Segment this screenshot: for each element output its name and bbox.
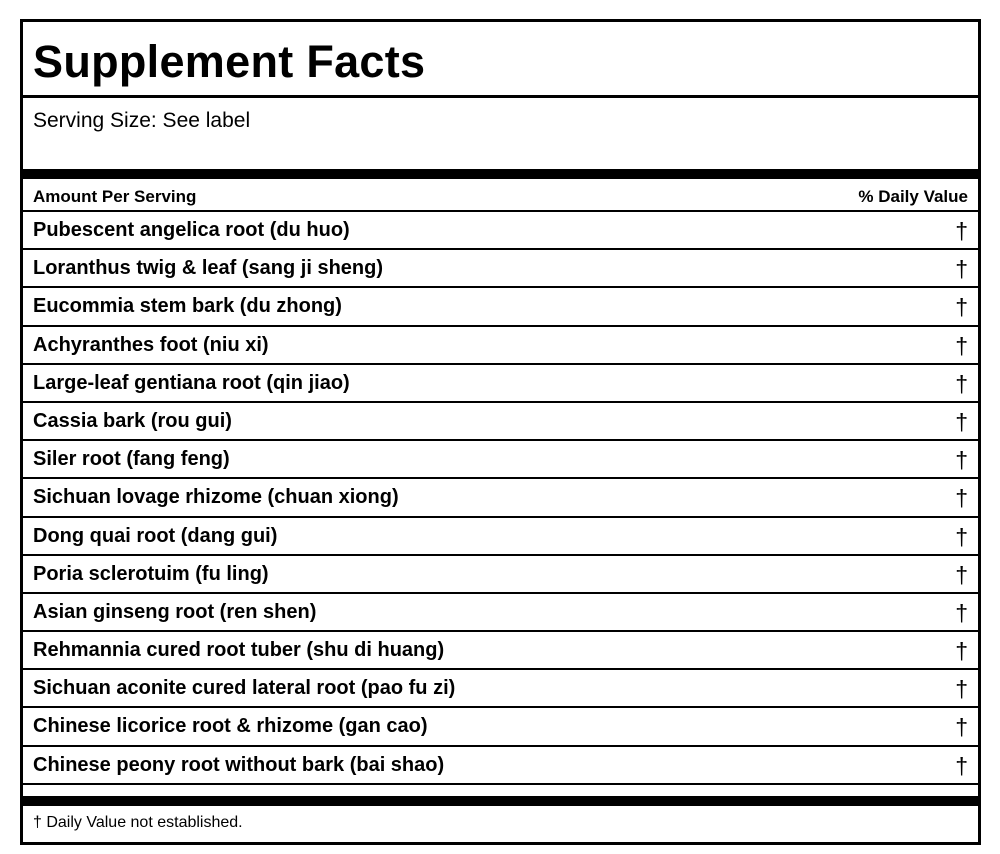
ingredient-row [23,212,978,250]
supplement-facts-panel [20,19,981,845]
ingredient-name: Chinese licorice root & rhizome (gan cao) [33,715,428,738]
daily-value-mark: † [955,752,968,779]
ingredient-row [23,288,978,326]
daily-value-mark: † [955,294,968,321]
daily-value-mark: † [955,256,968,283]
daily-value-mark: † [955,714,968,741]
ingredient-name: Dong quai root (dang gui) [33,524,278,547]
ingredient-name: Cassia bark (rou gui) [33,409,232,432]
thick-divider-top [23,169,978,179]
daily-value-mark: † [955,638,968,665]
ingredient-row [23,708,978,746]
serving-size: Serving Size: See label [33,109,251,132]
daily-value-mark: † [955,218,968,244]
ingredient-row [23,327,978,365]
panel-title: Supplement Facts [33,36,426,87]
daily-value-mark: † [955,332,968,359]
ingredient-name: Pubescent angelica root (du huo) [33,219,350,241]
daily-value-header: % Daily Value [858,187,968,206]
ingredient-name: Achyranthes foot (niu xi) [33,333,269,356]
ingredient-row [23,594,978,632]
daily-value-mark: † [955,523,968,550]
ingredient-row [23,250,978,288]
ingredient-row [23,670,978,708]
ingredient-name: Sichuan aconite cured lateral root (pao fu zi) [33,677,456,700]
ingredient-name: Eucommia stem bark (du zhong) [33,295,342,318]
ingredient-row [23,441,978,479]
ingredient-name: Siler root (fang feng) [33,448,230,471]
daily-value-mark: † [955,599,968,626]
ingredient-name: Loranthus twig & leaf (sang ji sheng) [33,257,384,280]
ingredient-row [23,479,978,517]
ingredient-row [23,403,978,441]
ingredient-list [23,212,978,785]
ingredient-row [23,365,978,403]
ingredient-row [23,632,978,670]
daily-value-mark: † [955,370,968,397]
ingredient-row [23,556,978,594]
ingredient-name: Poria sclerotuim (fu ling) [33,562,269,585]
daily-value-mark: † [955,485,968,512]
daily-value-mark: † [955,676,968,703]
title-divider [23,95,978,98]
ingredient-name: Chinese peony root without bark (bai shao) [33,753,445,776]
daily-value-mark: † [955,408,968,435]
ingredient-name: Rehmannia cured root tuber (shu di huang) [33,639,445,662]
ingredient-name: Asian ginseng root (ren shen) [33,600,317,623]
thick-divider-bottom [23,796,978,806]
ingredient-name: Large-leaf gentiana root (qin jiao) [33,371,350,394]
ingredient-row [23,518,978,556]
footnote: † Daily Value not established. [33,814,243,831]
daily-value-mark: † [955,447,968,474]
ingredient-name: Sichuan lovage rhizome (chuan xiong) [33,486,399,509]
daily-value-mark: † [955,561,968,588]
amount-per-serving-header: Amount Per Serving [33,187,197,206]
ingredient-row [23,747,978,785]
